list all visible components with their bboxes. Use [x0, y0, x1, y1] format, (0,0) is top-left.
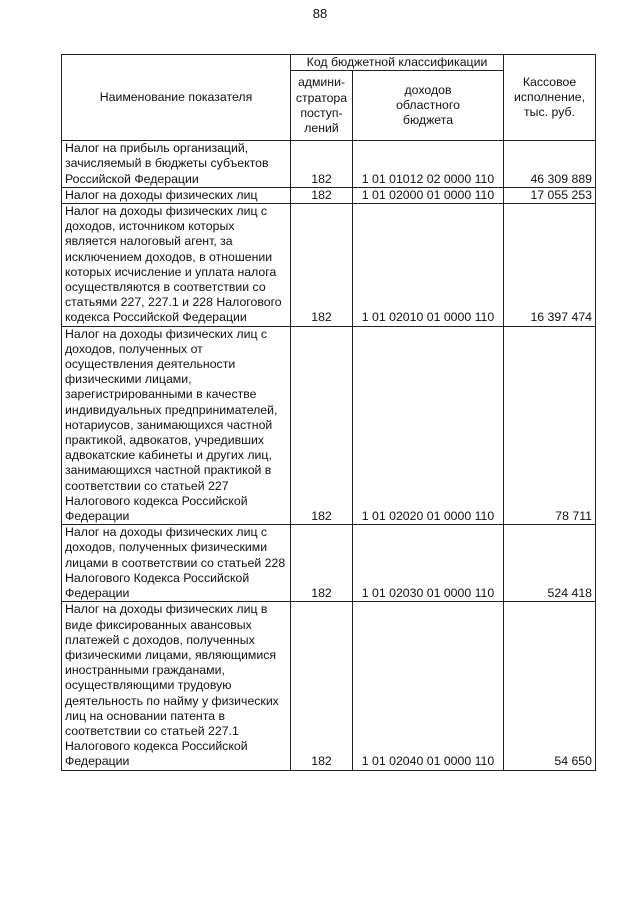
row-amount-cell: 524 418	[504, 525, 596, 602]
row-admin-cell: 182	[291, 141, 353, 188]
budget-table	[61, 54, 596, 771]
table-row	[62, 204, 596, 327]
page-number: 88	[312, 6, 328, 21]
row-name-cell: Налог на доходы физических лиц в виде фиксированных авансовых платежей с доходов, полученных физическими лицами, являющимися иностранными гражданами, осуществляющими трудовую деятельность по найму у физических лиц на основании патента в соответствии со статьей 227.1 Налогового кодекса Российской Федерации	[62, 602, 291, 770]
row-code-cell: 1 01 01012 02 0000 110	[353, 141, 504, 188]
row-amount-cell: 78 711	[504, 326, 596, 525]
row-amount-cell: 54 650	[504, 602, 596, 770]
amount-column-header: Кассовое исполнение, тыс. руб.	[504, 55, 596, 141]
row-name-cell: Налог на прибыль организаций, зачисляемый в бюджеты субъектов Российской Федерации	[62, 141, 291, 188]
table-row	[62, 602, 596, 770]
table-row	[62, 525, 596, 602]
name-column-header: Наименование показателя	[62, 55, 291, 141]
row-code-cell: 1 01 02040 01 0000 110	[353, 602, 504, 770]
row-amount-cell: 17 055 253	[504, 187, 596, 203]
income-column-header: доходов областного бюджета	[353, 71, 504, 141]
row-admin-cell: 182	[291, 602, 353, 770]
row-code-cell: 1 01 02010 01 0000 110	[353, 204, 504, 327]
row-admin-cell: 182	[291, 187, 353, 203]
row-name-cell: Налог на доходы физических лиц с доходов, полученных от осуществления деятельности физическими лицами, зарегистрированными в качестве индивидуальных предпринимателей, нотариусов, занимающихся частной практикой, адвокатов, учредивших адвокатские кабинеты и других лиц, занимающихся частной практикой в соответствии со статьей 227 Налогового кодекса Российской Федерации	[62, 326, 291, 525]
row-code-cell: 1 01 02000 01 0000 110	[353, 187, 504, 203]
row-admin-cell: 182	[291, 525, 353, 602]
row-amount-cell: 46 309 889	[504, 141, 596, 188]
row-name-cell: Налог на доходы физических лиц	[62, 187, 291, 203]
table-row	[62, 141, 596, 188]
table-row	[62, 187, 596, 203]
row-admin-cell: 182	[291, 204, 353, 327]
admin-column-header: админи- стратора поступ- лений	[291, 71, 353, 141]
table-header	[62, 55, 596, 141]
row-code-cell: 1 01 02030 01 0000 110	[353, 525, 504, 602]
table-body	[62, 141, 596, 770]
row-code-cell: 1 01 02020 01 0000 110	[353, 326, 504, 525]
budget-code-group-header: Код бюджетной классификации	[291, 55, 504, 71]
table-row	[62, 326, 596, 525]
row-name-cell: Налог на доходы физических лиц с доходов, источником которых является налоговый агент, за исключением доходов, в отношении которых исчисление и уплата налога осуществляются в соответствии со статьями 227, 227.1 и 228 Налогового кодекса Российской Федерации	[62, 204, 291, 327]
row-name-cell: Налог на доходы физических лиц с доходов, полученных физическими лицами в соответствии со статьей 228 Налогового Кодекса Российской Федерации	[62, 525, 291, 602]
row-amount-cell: 16 397 474	[504, 204, 596, 327]
row-admin-cell: 182	[291, 326, 353, 525]
